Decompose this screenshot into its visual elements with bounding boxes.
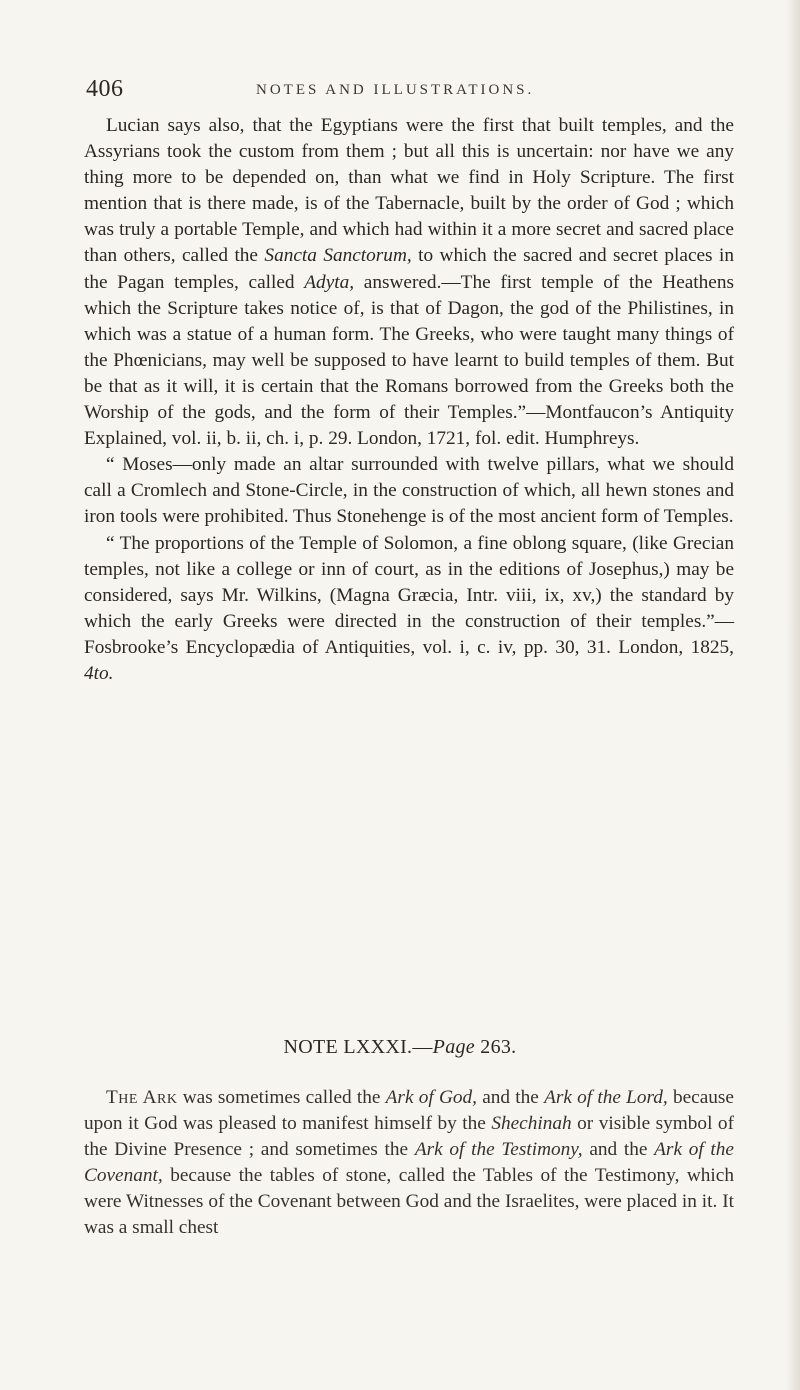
paragraph-moses-cromlech: “ Moses—only made an altar surrounded with twelve pillars, what we should call a Cromlech and Stone-Circle, in the construction of which, all hewn stones and iron tools were prohibited. Thus Stonehenge is of the most ancient form of Temples. xyxy=(84,454,734,528)
note-heading: NOTE LXXXI.—Page 263. xyxy=(283,1036,517,1058)
paragraph-the-ark: The Ark was sometimes called the Ark of God, and the Ark of the Lord, because upon it God was pleased to manifest himself by the Shechinah or visible symbol of the Divine Presence ; and sometimes the Ark of the Testimony, and the Ark of the Covenant, because the tables of stone, called the Tables of the Testimony, which were Witnesses of the Covenant between God and the Israelites, were placed in it. It was a small chest xyxy=(84,1087,734,1239)
paragraph-temple-of-solomon: “ The proportions of the Temple of Solomon, a fine oblong square, (like Grecian temples, not like a college or inn of court, as in the editions of Josephus,) may be considered, says Mr. Wilkins, (Magna Græcia, Intr. viii, ix, xv,) the standard by which the early Greeks were directed in the construction of their temples.”—Fosbrooke’s Encyclopædia of Antiquities, vol. i, c. iv, pp. 30, 31. London, 1825, 4to. xyxy=(84,532,734,684)
page-header xyxy=(86,76,726,106)
running-title: NOTES AND ILLUSTRATIONS. xyxy=(256,82,535,98)
note-text xyxy=(84,1085,734,1242)
page-edge-shadow xyxy=(786,0,800,1390)
page-number: 406 xyxy=(86,76,124,102)
main-text xyxy=(84,113,734,687)
paragraph-montfaucon-quote: Lucian says also, that the Egyptians were the first that built temples, and the Assyrians took the custom from them ; but all this is uncertain: nor have we any thing more to be depended on, than what we find in Holy Scripture. The first mention that is there made, is of the Tabernacle, built by the order of God ; which was truly a portable Temple, and which had within it a more secret and sacred place than others, called the Sancta Sanctorum, to which the sacred and secret places in the Pagan temples, called Adyta, answered.—The first temple of the Heathens which the Scripture takes notice of, is that of Dagon, the god of the Philistines, in which was a statue of a human form. The Greeks, who were taught many things of the Phœnicians, may well be supposed to have learnt to build temples of them. But be that as it will, it is certain that the Romans borrowed from the Greeks both the Worship of the gods, and the form of their Temples.”—Montfaucon’s Antiquity Explained, vol. ii, b. ii, ch. i, p. 29. London, 1721, fol. edit. Humphreys. xyxy=(84,115,735,450)
italic-term-sancta-sanctorum: Sancta Sanctorum, xyxy=(264,245,412,267)
italic-term-adyta: Adyta, xyxy=(304,271,355,293)
